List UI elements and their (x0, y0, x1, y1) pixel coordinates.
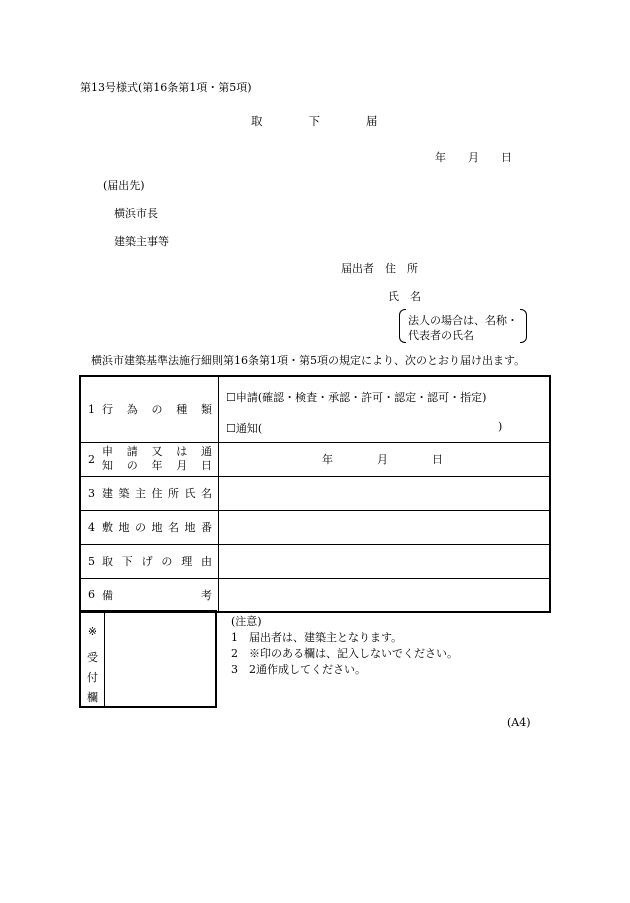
date-line: 年 月 日 (435, 151, 512, 164)
row-label-cell (80, 578, 219, 612)
note-3: 3 2通作成してください。 (231, 663, 366, 676)
notes-heading: (注意) (231, 615, 262, 628)
row-label-cell (80, 376, 219, 442)
row-label-cell (80, 544, 219, 578)
row-label: 建 築 主 住 所 氏 名 (102, 487, 212, 500)
submitter-name-label: 氏 名 (388, 290, 421, 303)
row-number: 6 (88, 588, 95, 602)
row-label-cell (80, 510, 219, 544)
notes-section (231, 614, 458, 678)
row-label: 行 為 の 種 類 (102, 403, 212, 417)
row-label-cell (80, 442, 219, 476)
reception-char-2: 付 (87, 671, 98, 684)
application-date-cell[interactable] (219, 442, 551, 476)
submitter-address-label: 届出者 住 所 (341, 262, 418, 275)
withdrawal-reason-cell[interactable] (219, 544, 551, 578)
recipient-label: (届出先) (103, 179, 145, 192)
reception-box (79, 610, 217, 708)
table-row (80, 376, 550, 442)
row-label: 取 下 げ の 理 由 (102, 555, 212, 568)
form-table (79, 375, 551, 613)
reception-char-3: 欄 (87, 691, 98, 704)
row-number: 3 (88, 486, 95, 500)
owner-name-address-cell[interactable] (219, 476, 551, 510)
corporate-note-line1: 法人の場合は、名称・ (408, 314, 518, 327)
table-row (80, 578, 550, 612)
recipient-building-official: 建築主事等 (114, 235, 169, 248)
note-1: 1 届出者は、建築主となります。 (231, 631, 403, 644)
notice-close-paren: ) (498, 420, 503, 433)
reception-mark: ※ (87, 625, 98, 638)
row-number: 4 (88, 520, 95, 534)
table-row (80, 442, 550, 476)
notice-option[interactable]: ☐通知( (226, 422, 263, 435)
row-label: 敷 地 の 地 名 地 番 (102, 521, 212, 534)
table-row (80, 476, 550, 510)
note-2: 2 ※印のある欄は、記入しないでください。 (231, 647, 458, 660)
application-option[interactable]: ☐申請(確認・検査・承認・許可・認定・認可・指定) (226, 391, 487, 404)
paper-size: (A4) (507, 716, 531, 729)
application-date: 年 月 日 (322, 453, 443, 466)
recipient-mayor: 横浜市長 (114, 207, 158, 220)
corporate-note (399, 309, 527, 341)
row-label: 備 考 (102, 588, 212, 602)
act-type-cell[interactable] (219, 376, 551, 442)
row-label-cell (80, 476, 219, 510)
reception-char-1: 受 (87, 651, 98, 664)
form-title: 取 下 届 (251, 114, 378, 128)
form-number: 第13号様式(第16条第1項・第5項) (80, 81, 252, 94)
site-address-cell[interactable] (219, 510, 551, 544)
remarks-cell[interactable] (219, 578, 551, 612)
corporate-note-line2: 代表者の氏名 (408, 329, 474, 342)
intro-text: 横浜市建築基準法施行細則第16条第1項・第5項の規定により、次のとおり届け出ます。 (91, 354, 526, 367)
row-number: 2 (88, 452, 95, 466)
table-row (80, 510, 550, 544)
row-number: 1 (88, 402, 95, 416)
table-row (80, 544, 550, 578)
row-label-line2: 知 の 年 月 日 (102, 459, 212, 472)
row-label-line1: 申 請 又 は 通 (102, 445, 212, 458)
row-number: 5 (88, 554, 95, 568)
